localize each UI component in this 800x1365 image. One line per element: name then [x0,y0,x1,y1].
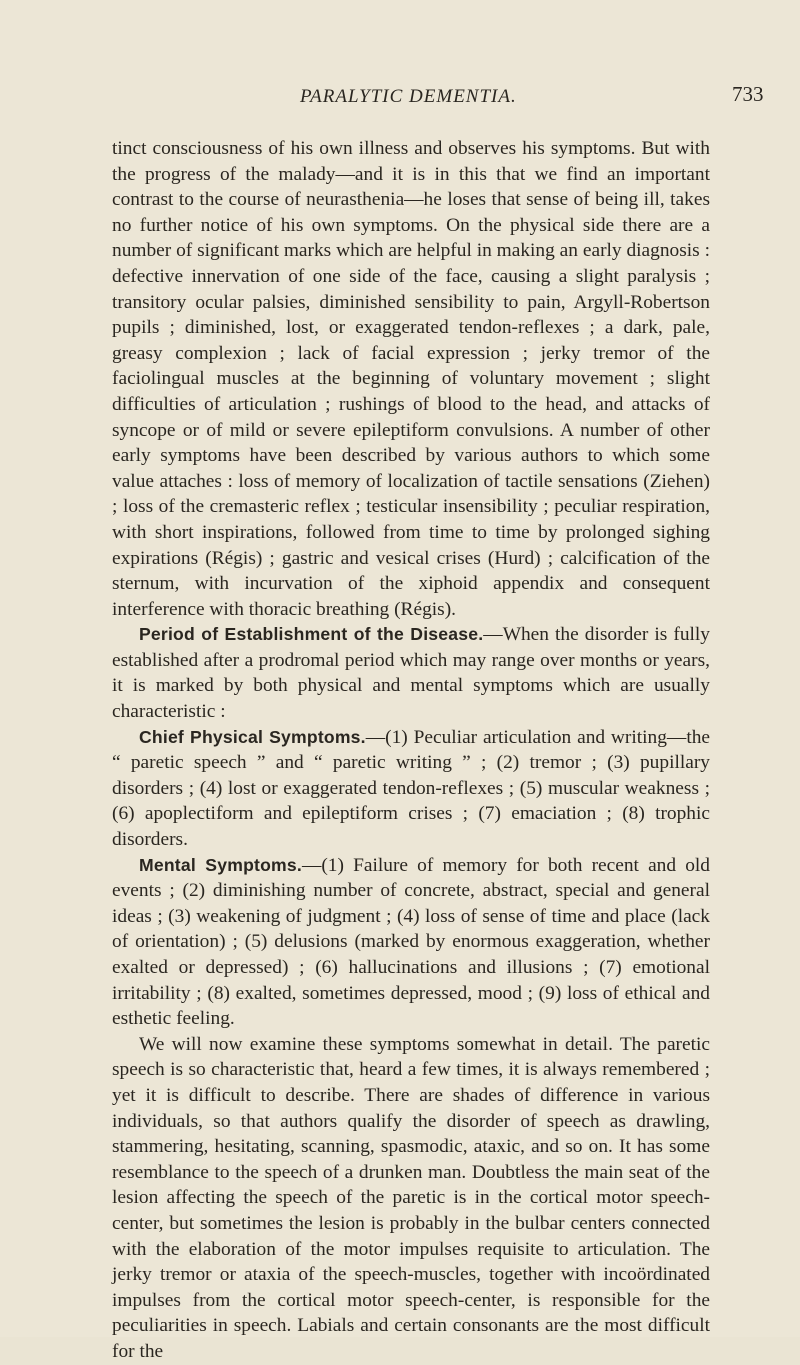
page-header [0,82,800,116]
paragraph-period-of-establishment [112,622,710,724]
page-number: 733 [732,82,764,106]
section-heading: Mental Symptoms. [139,854,302,875]
body-text [112,136,710,1365]
section-heading: Period of Establishment of the Disease. [139,624,484,645]
paragraph-text: We will now examine these symptoms somewhat in detail. The paretic speech is so characteristic that, heard a few times, it is always remembered ; yet it is difficult to describe. There are shades of difference in various individuals, so that authors qualify the disorder of speech as drawling, stammering, hesitating, scanning, spasmodic, ataxic, and so on. It has some resemblance to the speech of a drunken man. Doubtless the main seat of the lesion affecting the speech of the paretic is in the cortical motor speech-center, but sometimes the lesion is probably in the bulbar centers connected with the elaboration of the motor impulses requisite to articulation. The jerky tremor or ataxia of the speech-muscles, together with incoördinated impulses from the cortical motor speech-center, is responsible for the peculiarities in speech. Labials and certain consonants are the most difficult for the [112,1033,710,1362]
paragraph-text: —When the disorder is fully established after a prodromal period which may range over months or years, it is marked by both physical and mental symptoms which are usually characteristic : [112,624,710,723]
paragraph-physical-symptoms [112,725,710,853]
paragraph-text: tinct consciousness of his own illness and observes his symptoms. But with the progress of the malady—and it is in this that we find an important contrast to the course of neurasthenia—he loses that sense of being ill, takes no further notice of his own symptoms. On the physical side there are a number of significant marks which are helpful in making an early diagnosis : defective innervation of one side of the face, causing a slight paralysis ; transitory ocular palsies, diminished sensibility to pain, Argyll-Robertson pupils ; diminished, lost, or exaggerated tendon-reflexes ; a dark, pale, greasy complexion ; lack of facial expression ; jerky tremor of the faciolingual muscles at the beginning of voluntary movement ; slight difficulties of articulation ; rushings of blood to the head, and attacks of syncope or of mild or severe epileptiform convulsions. A number of other early symptoms have been described by various authors to which some value attaches : loss of memory of localization of tactile sensations (Ziehen) ; loss of the cremasteric reflex ; testicular insensibility ; peculiar respiration, with short inspirations, followed from time to time by prolonged sighing expirations (Régis) ; gastric and vesical crises (Hurd) ; calcification of the sternum, with incurvation of the xiphoid appendix and consequent interference with thoracic breathing (Régis). [112,138,710,620]
section-heading: Chief Physical Symptoms. [139,726,366,747]
paragraph-detail [112,1032,710,1365]
paragraph-mental-symptoms [112,853,710,1032]
paragraph-text: —(1) Failure of memory for both recent and old events ; (2) diminishing number of concrete, abstract, special and general ideas ; (3) weakening of judgment ; (4) loss of sense of time and place (lack of orientation) ; (5) delusions (marked by enormous exaggeration, whether exalted or depressed) ; (6) hallucinations and illusions ; (7) emotional irritability ; (8) exalted, sometimes depressed, mood ; (9) loss of ethical and esthetic feeling. [112,854,710,1030]
paragraph-continuation [112,136,710,622]
running-title: PARALYTIC DEMENTIA. [300,86,517,107]
paragraph-text: —(1) Peculiar articulation and writing—the “ paretic speech ” and “ paretic writing ” ; (2) tremor ; (3) pupillary disorders ; (4) lost or exaggerated tendon-reflexes ; (5) muscular weakness ; (6) apoplectiform and epileptiform crises ; (7) emaciation ; (8) trophic disorders. [112,726,711,851]
